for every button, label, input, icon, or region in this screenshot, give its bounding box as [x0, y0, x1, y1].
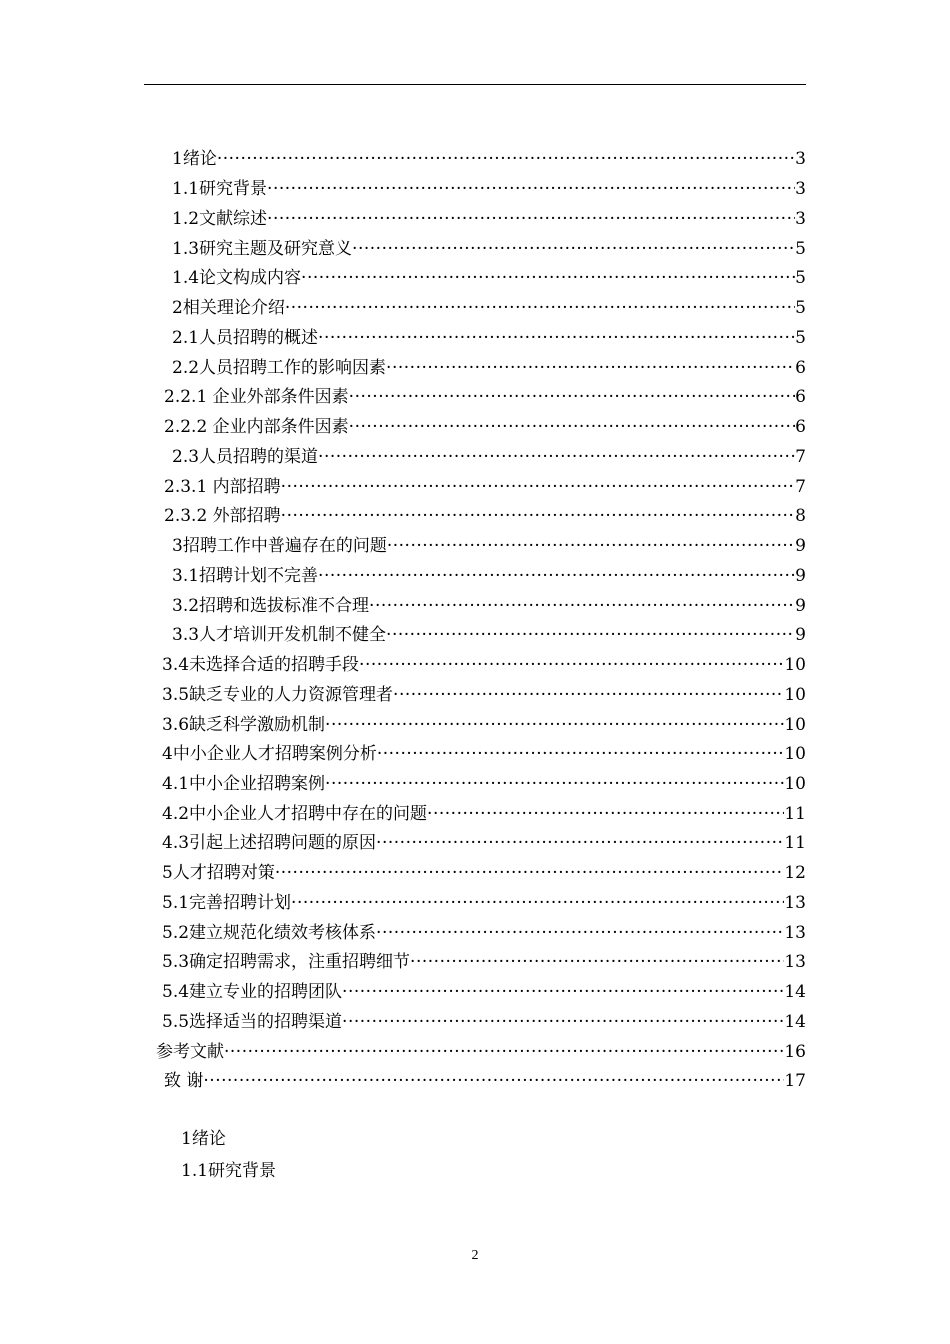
toc-dot-leader — [267, 178, 795, 200]
toc-entry-page: 10 — [784, 715, 806, 735]
toc-entry[interactable] — [172, 529, 806, 557]
toc-entry-page: 13 — [784, 923, 806, 943]
toc-entry-page: 5 — [795, 268, 806, 288]
toc-entry-title: 2.3.1 内部招聘 — [164, 477, 281, 497]
toc-entry[interactable] — [162, 826, 806, 854]
toc-entry[interactable] — [164, 499, 806, 527]
toc-entry-title: 3.5缺乏专业的人力资源管理者 — [162, 685, 394, 705]
toc-entry-page: 3 — [795, 149, 806, 169]
toc-entry[interactable] — [172, 618, 806, 646]
toc-entry-title: 5.1完善招聘计划 — [162, 893, 292, 913]
toc-dot-leader — [349, 416, 796, 438]
toc-dot-leader — [267, 208, 795, 230]
toc-dot-leader — [275, 862, 785, 884]
toc-dot-leader — [318, 565, 795, 587]
toc-entry-page: 16 — [784, 1042, 806, 1062]
toc-entry[interactable] — [164, 410, 806, 438]
toc-dot-leader — [301, 267, 795, 289]
toc-dot-leader — [318, 327, 795, 349]
toc-entry[interactable] — [162, 767, 806, 795]
header-rule — [144, 84, 806, 85]
toc-entry[interactable] — [162, 648, 806, 676]
toc-entry-title: 3.4未选择合适的招聘手段 — [162, 655, 360, 675]
toc-dot-leader — [376, 832, 784, 854]
toc-dot-leader — [359, 654, 784, 676]
toc-entry-page: 8 — [795, 506, 806, 526]
toc-dot-leader — [203, 1070, 784, 1092]
toc-entry-page: 9 — [795, 566, 806, 586]
toc-entry[interactable] — [172, 291, 806, 319]
toc-entry-title: 2.3人员招聘的渠道 — [172, 447, 319, 467]
toc-entry-title: 5.5选择适当的招聘渠道 — [162, 1012, 343, 1032]
toc-entry-page: 5 — [795, 328, 806, 348]
toc-dot-leader — [386, 624, 795, 646]
toc-dot-leader — [352, 238, 795, 260]
toc-dot-leader — [325, 714, 784, 736]
toc-entry-title: 1.1研究背景 — [172, 179, 268, 199]
toc-entry-title: 3.3人才培训开发机制不健全 — [172, 625, 387, 645]
toc-entry[interactable] — [172, 321, 806, 349]
toc-entry-page: 17 — [784, 1071, 806, 1091]
toc-entry-title: 5人才招聘对策 — [162, 863, 275, 883]
toc-entry[interactable] — [162, 856, 806, 884]
toc-entry[interactable] — [172, 261, 806, 289]
toc-entry[interactable] — [164, 1064, 806, 1092]
toc-entry[interactable] — [172, 232, 806, 260]
toc-entry-title: 参考文献 — [156, 1042, 224, 1062]
toc-entry-page: 11 — [784, 804, 806, 824]
toc-entry-page: 3 — [795, 179, 806, 199]
toc-entry-title: 5.4建立专业的招聘团队 — [162, 982, 343, 1002]
toc-entry-title: 2.3.2 外部招聘 — [164, 506, 281, 526]
toc-dot-leader — [342, 981, 784, 1003]
toc-entry[interactable] — [172, 142, 806, 170]
toc-entry-page: 3 — [795, 209, 806, 229]
toc-entry-page: 10 — [784, 774, 806, 794]
toc-entry-page: 9 — [795, 625, 806, 645]
toc-dot-leader — [369, 595, 795, 617]
toc-entry-title: 4中小企业人才招聘案例分析 — [162, 744, 377, 764]
toc-entry-page: 13 — [784, 952, 806, 972]
toc-entry[interactable] — [162, 1005, 806, 1033]
toc-entry-title: 5.2建立规范化绩效考核体系 — [162, 923, 377, 943]
toc-entry-page: 5 — [795, 239, 806, 259]
toc-entry[interactable] — [162, 678, 806, 706]
toc-entry-title: 2.2人员招聘工作的影响因素 — [172, 358, 387, 378]
toc-entry-title: 2.2.2 企业内部条件因素 — [164, 417, 349, 437]
toc-entry-title: 3.2招聘和选拔标准不合理 — [172, 596, 370, 616]
toc-entry-title: 4.1中小企业招聘案例 — [162, 774, 326, 794]
toc-dot-leader — [217, 148, 795, 170]
toc-entry-title: 2.2.1 企业外部条件因素 — [164, 387, 349, 407]
toc-entry[interactable] — [162, 886, 806, 914]
toc-dot-leader — [342, 1011, 784, 1033]
toc-entry[interactable] — [162, 916, 806, 944]
toc-entry-page: 6 — [795, 417, 806, 437]
section-heading-1: 1绪论 — [181, 1129, 226, 1149]
toc-entry[interactable] — [172, 440, 806, 468]
toc-entry-title: 2相关理论介绍 — [172, 298, 285, 318]
toc-dot-leader — [349, 386, 796, 408]
toc-entry-title: 3.1招聘计划不完善 — [172, 566, 319, 586]
toc-dot-leader — [285, 297, 795, 319]
toc-entry-page: 10 — [784, 685, 806, 705]
toc-entry-title: 致 谢 — [164, 1071, 204, 1091]
toc-dot-leader — [427, 803, 784, 825]
toc-entry[interactable] — [162, 797, 806, 825]
toc-entry-page: 14 — [784, 982, 806, 1002]
toc-dot-leader — [376, 922, 784, 944]
toc-entry-page: 7 — [795, 447, 806, 467]
toc-entry[interactable] — [172, 559, 806, 587]
toc-entry-title: 5.3确定招聘需求，注重招聘细节 — [162, 952, 411, 972]
toc-dot-leader — [281, 505, 796, 527]
toc-dot-leader — [377, 743, 785, 765]
toc-entry-page: 11 — [784, 833, 806, 853]
toc-entry[interactable] — [162, 737, 806, 765]
toc-entry-title: 1.2文献综述 — [172, 209, 268, 229]
toc-entry-page: 6 — [795, 387, 806, 407]
toc-dot-leader — [291, 892, 784, 914]
toc-entry-title: 4.3引起上述招聘问题的原因 — [162, 833, 377, 853]
toc-entry-title: 3招聘工作中普遍存在的问题 — [172, 536, 387, 556]
toc-entry[interactable] — [156, 1035, 806, 1063]
toc-entry-page: 12 — [784, 863, 806, 883]
toc-entry-page: 7 — [795, 477, 806, 497]
toc-dot-leader — [410, 951, 784, 973]
toc-entry-title: 2.1人员招聘的概述 — [172, 328, 319, 348]
toc-entry-page: 5 — [795, 298, 806, 318]
toc-entry-page: 9 — [795, 596, 806, 616]
toc-entry-page: 14 — [784, 1012, 806, 1032]
toc-dot-leader — [325, 773, 784, 795]
toc-entry-title: 1绪论 — [172, 149, 217, 169]
toc-dot-leader — [386, 357, 795, 379]
toc-entry[interactable] — [172, 589, 806, 617]
toc-entry[interactable] — [172, 351, 806, 379]
toc-entry[interactable] — [172, 202, 806, 230]
page-number: 2 — [471, 1248, 479, 1263]
section-heading-1-1: 1.1研究背景 — [181, 1161, 277, 1181]
toc-dot-leader — [387, 535, 795, 557]
toc-entry-page: 6 — [795, 358, 806, 378]
toc-dot-leader — [393, 684, 784, 706]
toc-entry[interactable] — [162, 708, 806, 736]
toc-entry[interactable] — [162, 945, 806, 973]
toc-entry-page: 9 — [795, 536, 806, 556]
toc-dot-leader — [281, 476, 796, 498]
toc-dot-leader — [224, 1041, 784, 1063]
toc-entry-title: 3.6缺乏科学激励机制 — [162, 715, 326, 735]
toc-entry-page: 10 — [784, 655, 806, 675]
toc-dot-leader — [318, 446, 795, 468]
toc-entry-title: 4.2中小企业人才招聘中存在的问题 — [162, 804, 428, 824]
toc-entry-page: 10 — [784, 744, 806, 764]
toc-entry-page: 13 — [784, 893, 806, 913]
toc-entry[interactable] — [172, 172, 806, 200]
toc-entry[interactable] — [164, 470, 806, 498]
toc-entry[interactable] — [164, 380, 806, 408]
toc-entry-title: 1.4论文构成内容 — [172, 268, 302, 288]
toc-entry-title: 1.3研究主题及研究意义 — [172, 239, 353, 259]
toc-entry[interactable] — [162, 975, 806, 1003]
